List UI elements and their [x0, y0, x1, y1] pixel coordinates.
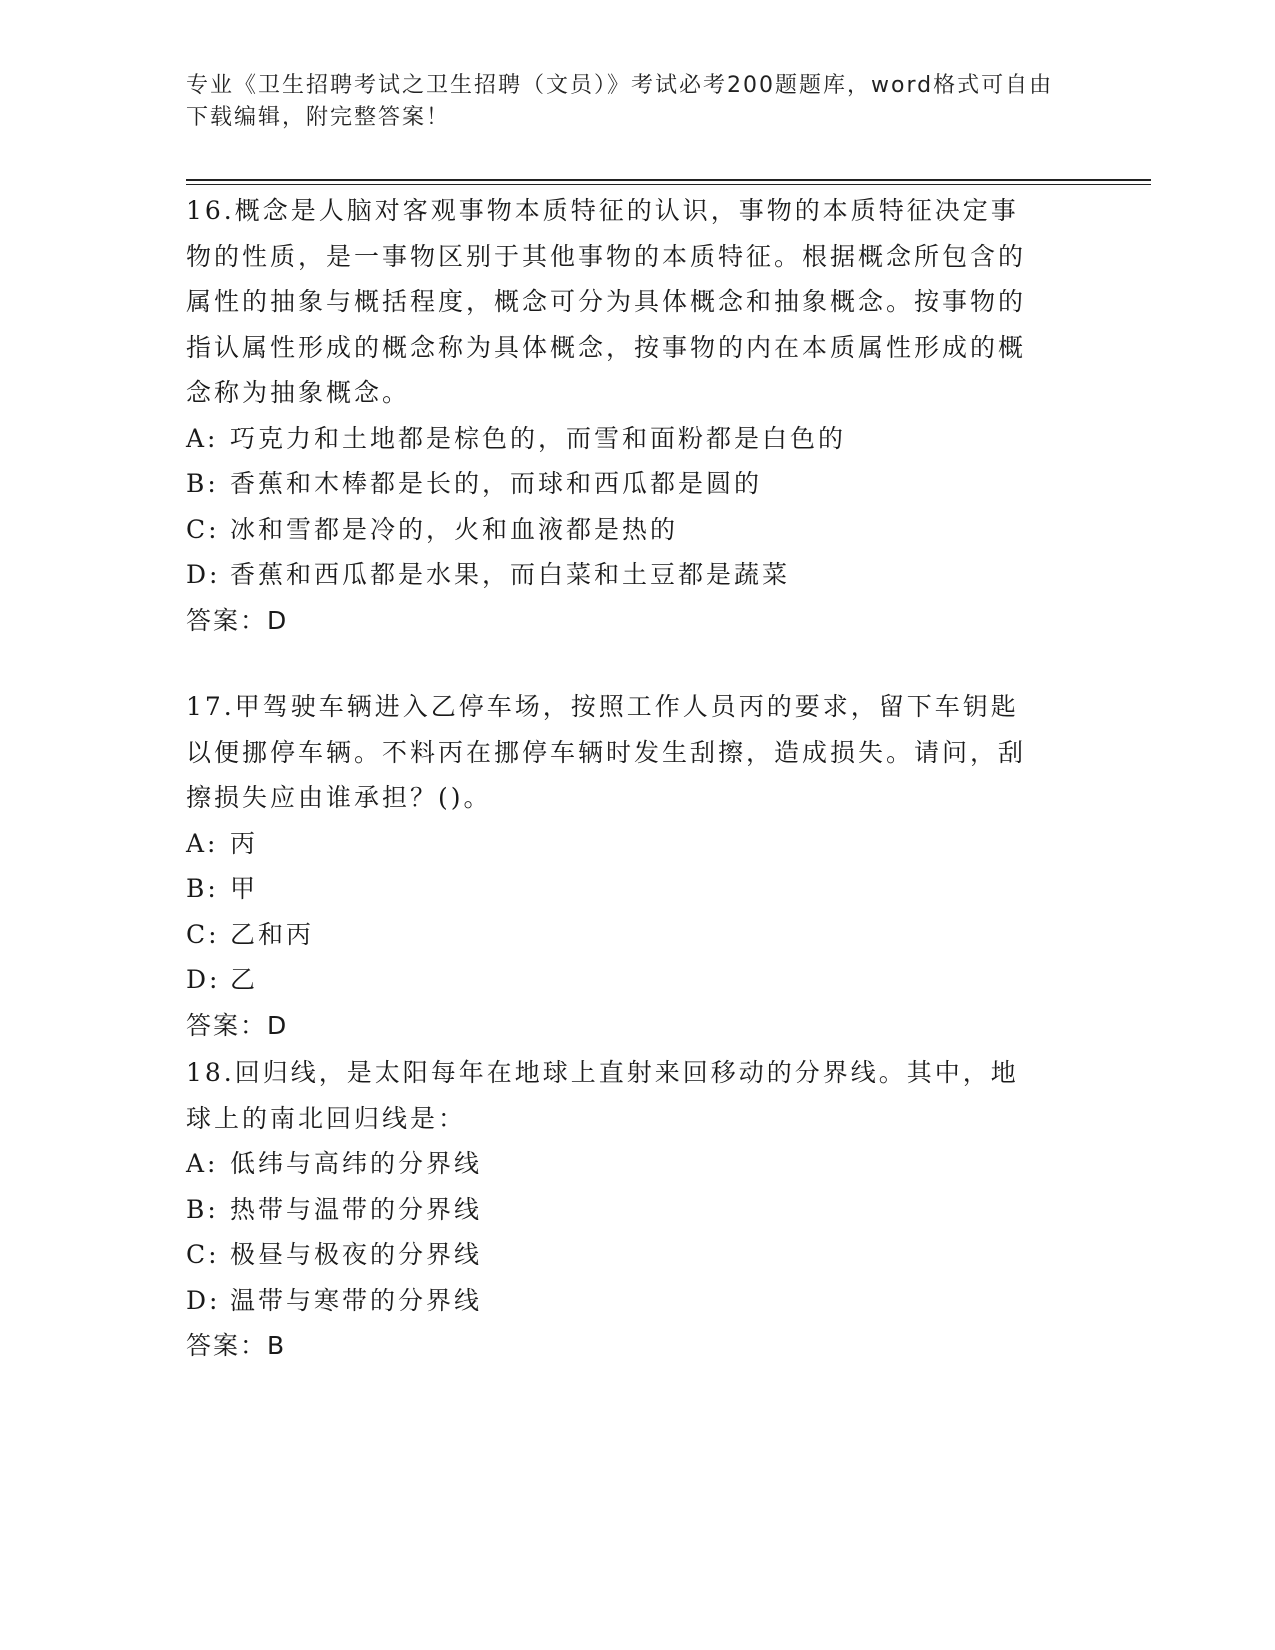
document-header: 专业《卫生招聘考试之卫生招聘（文员）》考试必考200题题库，word格式可自由下载编辑，附完整答案！: [186, 73, 1054, 130]
option-text: 温带与寒带的分界线: [230, 1285, 483, 1315]
option-c: [186, 507, 1046, 553]
option-d: [186, 552, 1046, 598]
question-stem: 17.甲驾驶车辆进入乙停车场，按照工作人员丙的要求，留下车钥匙以便挪停车辆。不料丙在挪停车辆时发生刮擦，造成损失。请问，刮擦损失应由谁承担？()。: [186, 692, 1027, 812]
option-a: [186, 416, 1046, 462]
option-key: C:: [186, 919, 220, 949]
header-divider-thick: [186, 179, 1151, 181]
option-key: D:: [186, 965, 221, 994]
question-16: [186, 188, 1046, 643]
option-d: [186, 957, 1046, 1003]
question-17: [186, 684, 1046, 1048]
option-a: [186, 821, 1046, 867]
question-stem: 16.概念是人脑对客观事物本质特征的认识，事物的本质特征决定事物的性质，是一事物区别于其他事物的本质特征。根据概念所包含的属性的抽象与概括程度，概念可分为具体概念和抽象概念。按事物的指认属性形成的概念称为具体概念，按事物的内在本质属性形成的概念称为抽象概念。: [186, 196, 1027, 407]
answer-line: 答案：D: [186, 1010, 289, 1040]
option-key: A:: [186, 1149, 219, 1178]
option-key: B:: [186, 469, 219, 498]
question-18: [186, 1050, 1046, 1369]
option-key: B:: [186, 874, 219, 903]
option-text: 丙: [230, 828, 259, 858]
option-c: [186, 912, 1046, 958]
option-text: 巧克力和土地都是棕色的，而雪和面粉都是白色的: [230, 423, 847, 453]
option-text: 乙: [230, 965, 259, 994]
question-stem: 18.回归线，是太阳每年在地球上直射来回移动的分界线。其中，地球上的南北回归线是：: [186, 1058, 1019, 1133]
option-text: 香蕉和西瓜都是水果，而白菜和土豆都是蔬菜: [230, 560, 791, 589]
option-c: [186, 1232, 1046, 1278]
option-b: [186, 461, 1046, 507]
option-key: D:: [186, 1285, 221, 1315]
option-b: [186, 1187, 1046, 1233]
option-text: 极昼与极夜的分界线: [230, 1240, 483, 1269]
option-key: D:: [186, 560, 221, 589]
option-key: A:: [186, 828, 219, 858]
option-text: 乙和丙: [230, 919, 315, 949]
option-d: [186, 1278, 1046, 1324]
option-b: [186, 866, 1046, 912]
option-key: C:: [186, 1240, 220, 1269]
option-key: C:: [186, 514, 220, 544]
option-text: 低纬与高纬的分界线: [230, 1149, 483, 1178]
answer-line: 答案：D: [186, 605, 289, 635]
option-text: 冰和雪都是冷的，火和血液都是热的: [230, 514, 679, 544]
option-key: A:: [186, 423, 219, 453]
answer-line: 答案：B: [186, 1331, 287, 1360]
header-divider-thin: [186, 184, 1151, 185]
option-key: B:: [186, 1194, 219, 1224]
option-text: 热带与温带的分界线: [230, 1194, 483, 1224]
option-text: 香蕉和木棒都是长的，而球和西瓜都是圆的: [230, 469, 763, 498]
option-a: [186, 1141, 1046, 1187]
option-text: 甲: [230, 874, 259, 903]
